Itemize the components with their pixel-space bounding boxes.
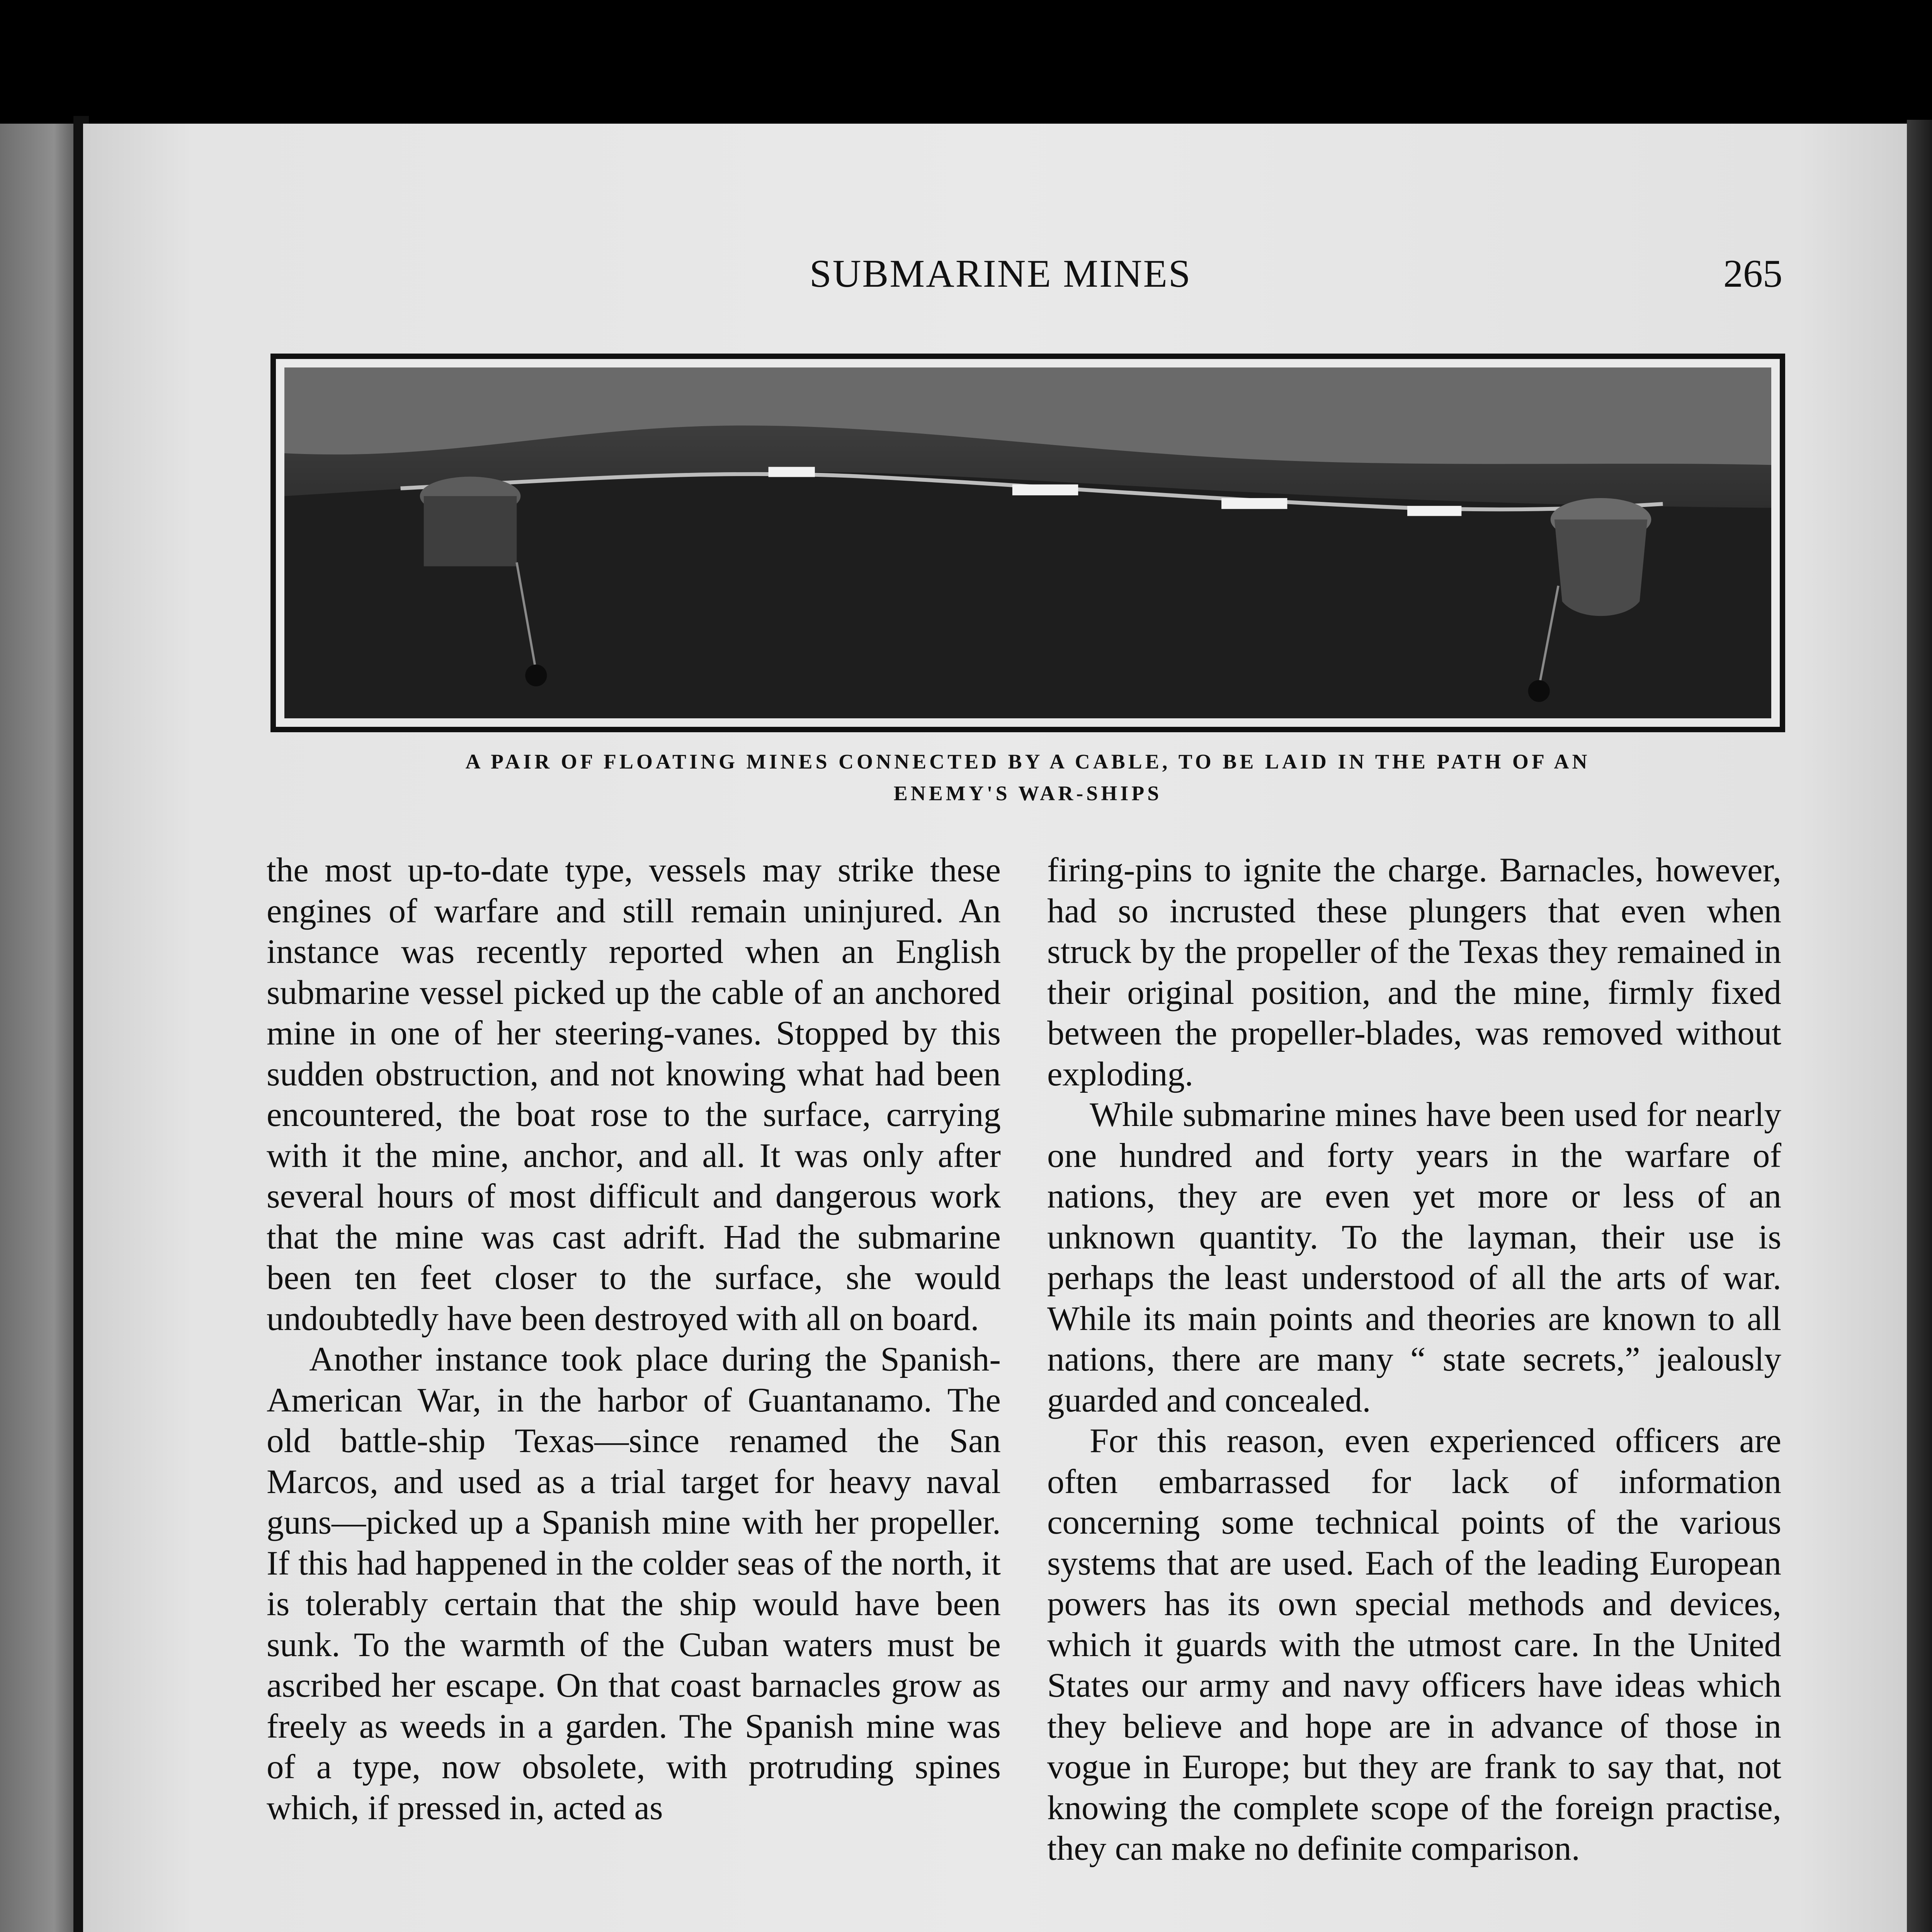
paragraph: While submarine mines have been used for nearly one hundred and forty years in the warfare of nations, they are even yet more or less of an unknown quantity. To the layman, their use is perhaps the least understood of all the arts of war. While its main points and theories are known to all nations, there are many “ state secrets,” jealously guarded and concealed. (1047, 1096, 1781, 1419)
cable-float (1221, 498, 1287, 509)
sky-band (284, 367, 1771, 465)
caption-line: ENEMY'S WAR-SHIPS (893, 782, 1162, 805)
article-column-right (1047, 850, 1781, 1869)
right-mine-body (1554, 519, 1647, 616)
photo-frame (270, 354, 1785, 732)
mines-illustration (284, 367, 1771, 718)
article-column-left (267, 850, 1001, 1828)
left-mine-body (424, 496, 517, 566)
caption-line: A PAIR OF FLOATING MINES CONNECTED BY A CABLE, TO BE LAID IN THE PATH OF AN (465, 750, 1590, 773)
cable-float (769, 467, 815, 477)
facing-page-edge (0, 124, 77, 1932)
figure-caption (371, 746, 1685, 809)
paragraph: the most up-to-date type, vessels may strike these engines of warfare and still remain uninjured. An instance was recently reported when an English submarine vessel picked up the cable of an anchored mine in one of her steering-vanes. Stopped by this sudden obstruction, and not knowing what had been encountered, the boat rose to the surface, carrying with it the mine, anchor, and all. It was only after several hours of most difficult and dangerous work that the mine was cast adrift. Had the submarine been ten feet closer to the surface, she would undoubtedly have been destroyed with all on board. (267, 851, 1001, 1338)
paragraph: Another instance took place during the Spanish-American War, in the harbor of Guantanamo. The old battle-ship Texas—since renamed the San Marcos, and used as a trial target for heavy naval guns—picked up a Spanish mine with her propeller. If this had happened in the colder seas of the north, it is tolerably certain that the ship would have been sunk. To the warmth of the Cuban waters must be ascribed her escape. On that coast barnacles grow as freely as weeds in a garden. The Spanish mine was of a type, now obsolete, with protruding spines which, if pressed in, acted as (267, 1340, 1001, 1827)
cable-float (1012, 485, 1078, 495)
right-mine-anchor (1528, 680, 1550, 702)
page-shadow-edge (1907, 120, 1932, 1932)
cable-float (1407, 506, 1461, 516)
page-number: 265 (1723, 252, 1782, 296)
floating-mines-photo (284, 367, 1771, 718)
left-mine-anchor (525, 665, 547, 686)
paragraph: firing-pins to ignite the charge. Barnacles, however, had so incrusted these plungers that even when struck by the propeller of the Texas they remained in their original position, and the mine, firmly fixed between the propeller-blades, was removed without exploding. (1047, 851, 1781, 1093)
paragraph: For this reason, even experienced officers are often embarrassed for lack of information concerning some technical points of the various systems that are used. Each of the leading European powers has its own special methods and devices, which it guards with the utmost care. In the United States our army and navy officers have ideas which they believe and hope are in advance of those in vogue in Europe; but they are frank to say that, not knowing the complete scope of the foreign practise, they can make no definite comparison. (1047, 1422, 1781, 1867)
running-header: SUBMARINE MINES (810, 252, 1192, 296)
